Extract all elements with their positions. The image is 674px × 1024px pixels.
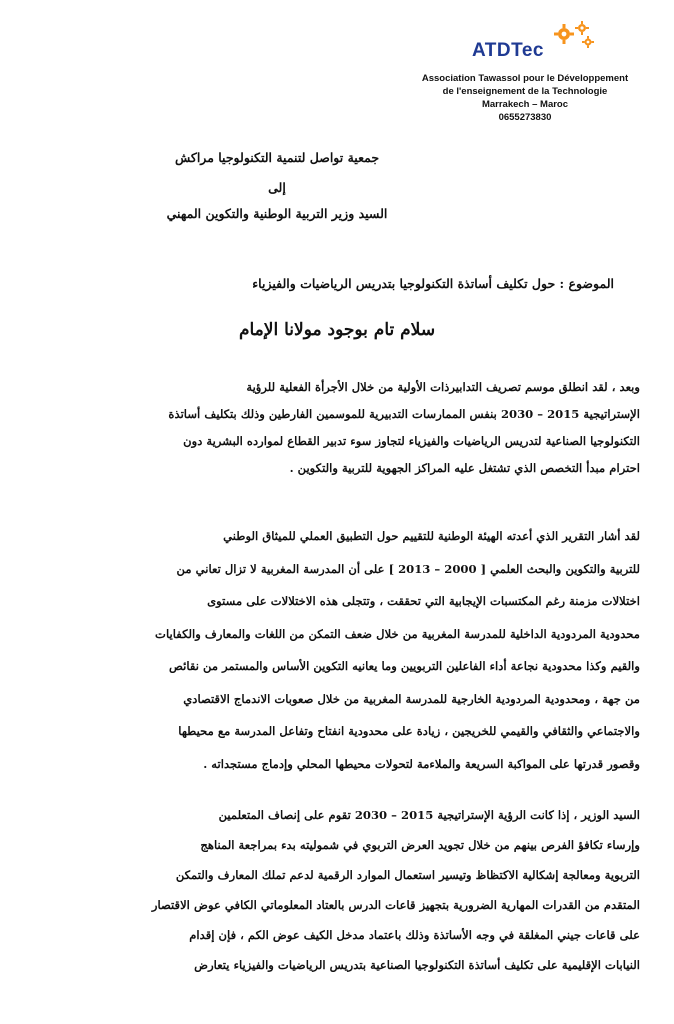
to-line: إلى	[268, 180, 286, 195]
text-line: التربوية ومعالجة إشكالية الاكتظاظ وتيسير استعمال الموارد الرقمية لدعم تملك المعارف والتمكن	[175, 868, 640, 882]
logo-text: ATDTec	[472, 40, 544, 61]
text-line: المتقدم من القدرات المهارية الضرورية بتجهيز قاعات الدرس بالعتاد المعلوماتي الكافي عوض الاقتصار	[151, 898, 640, 912]
sender-line: جمعية تواصل لتنمية التكنولوجيا مراكش	[174, 150, 380, 165]
paragraph-2	[44, 520, 640, 780]
text-line: السيد الوزير ، إذا كانت الرؤية الإستراتيجية 2015 – 2030 تقوم على إنصاف المتعلمين	[218, 808, 640, 822]
text-line: من جهة ، ومحدودية المردودية الخارجية للمدرسة المغربية من خلال صعوبات الاندماج الاقتصادي	[183, 691, 640, 706]
text-line: لقد أشار التقرير الذي أعدته الهيئة الوطنية للتقييم حول التطبيق العملي للميثاق الوطني	[223, 529, 640, 543]
text-line: والاجتماعي والثقافي والقيمي للخريجين ، زيادة على محدودية انفتاح وتفاعل المدرسة مع محيطها	[178, 724, 640, 738]
text-line: التكنولوجيا الصناعية لتدريس الرياضيات والفيزياء لتجاوز سوء تدبير القطاع لموارده البشرية دون	[183, 434, 640, 448]
text-line: للتربية والتكوين والبحث العلمي [ 2000 – 2013 ] على أن المدرسة المغربية لا تزال تعاني من	[176, 561, 640, 576]
organization-details	[420, 72, 630, 124]
gear-icon	[546, 18, 596, 58]
text-line: اختلالات مزمنة رغم المكتسبات الإيجابية التي تحققت ، وتتجلى هذه الاختلالات على مستوى	[207, 594, 640, 608]
text-line: على قاعات جيني المغلقة في وجه الأساتذة وذلك باعتماد مدخل الكيف عوض الكم ، فإن إقدام	[189, 928, 640, 942]
text-line: الإستراتيجية 2015 – 2030 بنفس الممارسات التدبيرية للموسمين الفارطين وذلك بتكليف أساتذة	[168, 407, 640, 421]
logo	[472, 18, 592, 66]
text-line: النيابات الإقليمية على تكليف أساتذة التكنولوجيا الصناعية بتدريس الرياضيات والفيزياء يتعارض	[194, 958, 640, 972]
text-line: وقصور قدرتها على المواكبة السريعة والملاءمة لتحولات محيطها المحلي وإدماج مستجداته .	[203, 756, 640, 771]
subject-line: الموضوع : حول تكليف أساتذة التكنولوجيا بتدريس الرياضيات والفيزياء	[252, 276, 614, 291]
text-line: وبعد ، لقد انطلق موسم تصريف التدابيرذات الأولية من خلال الأجرأة الفعلية للرؤية	[246, 380, 640, 394]
org-phone: 0655273830	[498, 112, 552, 123]
text-line: احترام مبدأ التخصص الذي تشتغل عليه المراكز الجهوية للتربية والتكوين .	[289, 461, 640, 475]
paragraph-3	[44, 800, 640, 980]
paragraph-1	[44, 374, 640, 482]
text-line: والقيم وكذا محدودية نجاعة أداء الفاعلين التربويين وما يعانيه التكوين الأساس والمستمر من نقائص	[168, 659, 640, 673]
org-name-line: de l'enseignement de la Technologie	[442, 86, 608, 97]
recipient-line: السيد وزير التربية الوطنية والتكوين المهني	[166, 206, 388, 221]
text-line: وإرساء تكافؤ الفرص بينهم من خلال تجويد العرض التربوي في شموليته بدء بمراجعة المناهج	[200, 838, 640, 852]
org-name-line: Association Tawassol pour le Développement	[421, 73, 629, 84]
text-line: محدودية المردودية الداخلية للمدرسة المغربية من خلال ضعف التمكن من اللغات والمعارف والكفايات	[155, 626, 640, 641]
greeting: سلام تام بوجود مولانا الإمام	[238, 320, 436, 340]
org-city: Marrakech – Maroc	[481, 99, 569, 110]
